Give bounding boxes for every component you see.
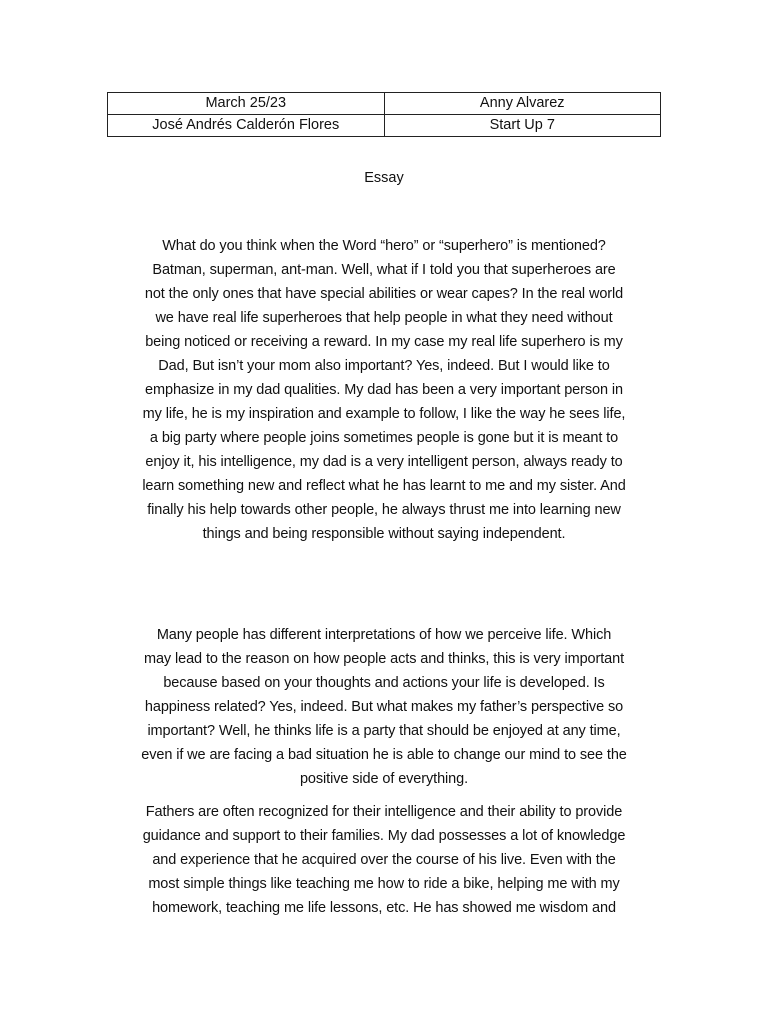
text-line: Fathers are often recognized for their intelligence and their ability to provide — [145, 804, 623, 820]
text-line: finally his help towards other people, he always thrust me into learning new — [147, 502, 621, 518]
text-line: we have real life superheroes that help people in what they need without — [155, 310, 613, 326]
date-cell: March 25/23 — [108, 93, 385, 115]
text-line: and experience that he acquired over the course of his live. Even with the — [152, 852, 616, 868]
essay-title: Essay — [364, 170, 404, 186]
text-line: my life, he is my inspiration and example to follow, I like the way he sees life, — [142, 406, 626, 422]
class-cell: Start Up 7 — [384, 115, 661, 137]
text-line: Many people has different interpretations of how we perceive life. Which — [156, 627, 612, 643]
text-line: guidance and support to their families. My dad possesses a lot of knowledge — [142, 828, 626, 844]
text-line: learn something new and reflect what he has learnt to me and my sister. And — [142, 478, 626, 494]
teacher-name-cell: Anny Alvarez — [384, 93, 661, 115]
text-line: may lead to the reason on how people acts and thinks, this is very important — [143, 651, 625, 667]
text-line: most simple things like teaching me how to ride a bike, helping me with my — [148, 876, 620, 892]
text-line: a big party where people joins sometimes people is gone but it is meant to — [149, 430, 619, 446]
text-line: emphasize in my dad qualities. My dad has been a very important person in — [145, 382, 623, 398]
text-line: because based on your thoughts and actions your life is developed. Is — [163, 675, 605, 691]
text-line: not the only ones that have special abilities or wear capes? In the real world — [144, 286, 624, 302]
text-line: positive side of everything. — [299, 771, 469, 787]
text-line: homework, teaching me life lessons, etc. He has showed me wisdom and — [152, 900, 616, 916]
paragraph-2 — [104, 623, 664, 791]
text-line: being noticed or receiving a reward. In my case my real life superhero is my — [145, 334, 623, 350]
student-name-cell: José Andrés Calderón Flores — [108, 115, 385, 137]
header-table — [107, 92, 661, 137]
text-line: enjoy it, his intelligence, my dad is a very intelligent person, always ready to — [145, 454, 623, 470]
text-line: things and being responsible without saying independent. — [202, 526, 566, 542]
text-line: even if we are facing a bad situation he is able to change our mind to see the — [141, 747, 627, 763]
header-row-1 — [108, 93, 661, 115]
paragraph-1 — [104, 234, 664, 546]
header-row-2 — [108, 115, 661, 137]
text-line: happiness related? Yes, indeed. But what makes my father’s perspective so — [144, 699, 624, 715]
text-line: Dad, But isn’t your mom also important? Yes, indeed. But I would like to — [158, 358, 610, 374]
text-line: What do you think when the Word “hero” or “superhero” is mentioned? — [162, 238, 606, 254]
paragraph-3 — [104, 800, 664, 920]
text-line: important? Well, he thinks life is a party that should be enjoyed at any time, — [147, 723, 621, 739]
text-line: Batman, superman, ant-man. Well, what if I told you that superheroes are — [152, 262, 616, 278]
